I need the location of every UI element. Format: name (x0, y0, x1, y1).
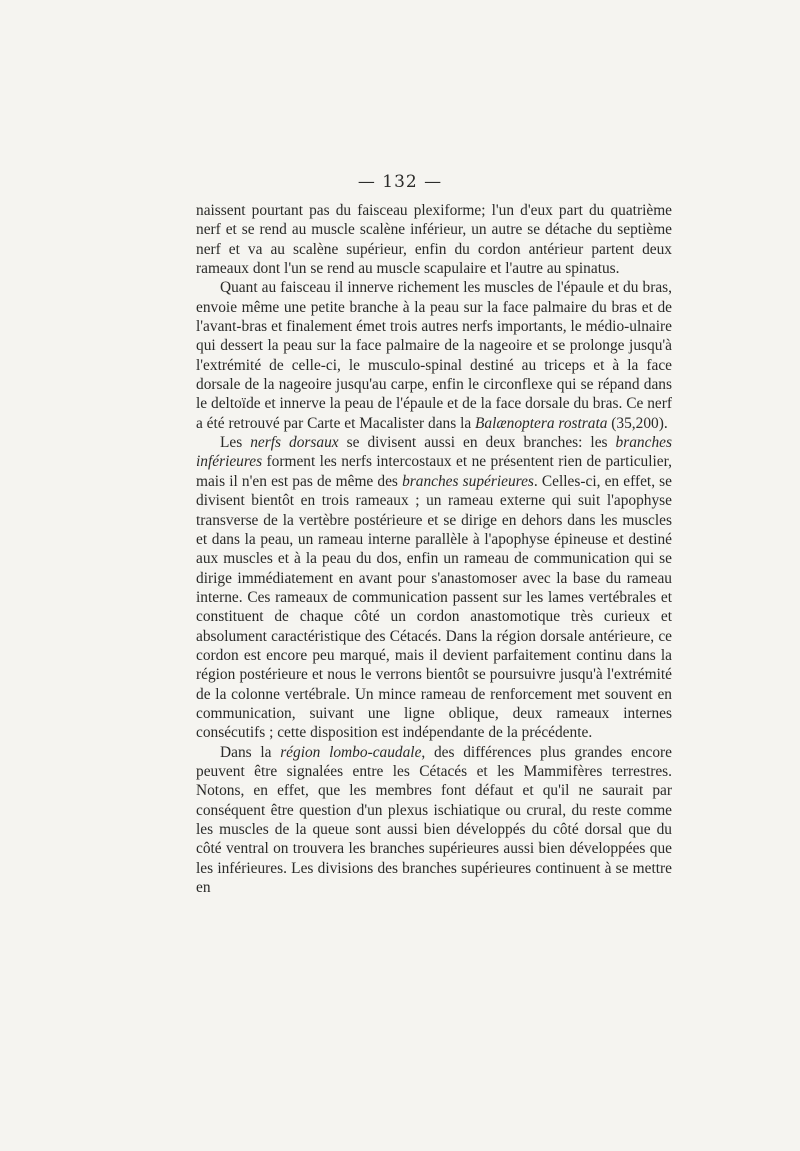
text-run: (35,200). (607, 414, 668, 432)
text-run: , des différences plus grandes encore peuvent être signalées entre les Cétacés et les Mammifères terrestres. Notons, en effet, que les membres font défaut et qu'il ne saurait par conséquent être question d'un plexus ischiatique ou crural, du reste comme les muscles de la queue sont aussi bien développés du côté dorsal que du côté ventral on trouvera les branches supérieures aussi bien développées que les inférieures. Les divisions des branches supérieures continuent à se mettre en (196, 743, 672, 897)
body-text (196, 201, 672, 897)
text-run: Quant au faisceau il innerve richement les muscles de l'épaule et du bras, envoie même une petite branche à la peau sur la face palmaire du bras et de l'avant-bras et finalement émet trois autres nerfs importants, le médio-ulnaire qui dessert la peau sur la face palmaire de la nageoire et se prolonge jusqu'à l'extrémité de celle-ci, le musculo-spinal destiné au triceps et à la face dorsale de la nageoire jusqu'au carpe, enfin le circonflexe qui se répand dans le deltoïde et innerve la peau de l'épaule et de la face dorsale du bras. Ce nerf a été retrouvé par Carte et Macalister dans la (196, 279, 672, 432)
paragraph (196, 201, 672, 278)
italic-term: Balænoptera rostrata (475, 414, 608, 432)
paragraph (196, 278, 672, 433)
italic-term: nerfs dorsaux (250, 434, 339, 452)
text-run: Dans la (220, 743, 281, 761)
text-run: . Celles-ci, en effet, se divisent bientôt en trois rameaux ; un rameau externe qui suit l'apophyse transverse de la vertèbre postérieure et se dirige en dehors dans les muscles et dans la peau, un rameau interne parallèle à l'apophyse épineuse et destiné aux muscles et à la peau du dos, enfin un rameau de communication qui se dirige immédiatement en avant pour s'anastomoser avec la base du rameau interne. Ces rameaux de communication passent sur les lames vertébrales et constituent de chaque côté un cordon anastomotique très curieux et absolument caractéristique des Cétacés. Dans la région dorsale antérieure, ce cordon est encore peu marqué, mais il devient parfaitement continu dans la région postérieure et nous le verrons bientôt se poursuivre jusqu'à l'extrémité de la colonne vertébrale. Un mince rameau de renforcement met souvent en communication, suivant une ligne oblique, deux rameaux internes consécutifs ; cette disposition est indépendante de la précédente. (196, 472, 673, 742)
text-run: forment les nerfs intercostaux et ne présentent rien de particulier, mais il n'en est pas de même des (196, 453, 672, 490)
italic-term: région lombo-caudale (280, 743, 422, 761)
text-run: naissent pourtant pas du faisceau plexiforme; l'un d'eux part du quatrième nerf et se rend au muscle scalène inférieur, un autre se détache du septième nerf et va au scalène supérieur, enfin du cordon antérieur partent deux rameaux dont l'un se rend au muscle scapulaire et l'autre au spinatus. (196, 202, 672, 278)
italic-term: branches supérieures (402, 472, 534, 490)
paragraph (196, 743, 672, 898)
paragraph (196, 433, 672, 743)
text-run: Les (220, 434, 251, 452)
page-number: — 132 — (357, 172, 443, 192)
text-run: se divisent aussi en deux branches: les (338, 434, 616, 452)
italic-term: branches inférieures (196, 434, 672, 471)
